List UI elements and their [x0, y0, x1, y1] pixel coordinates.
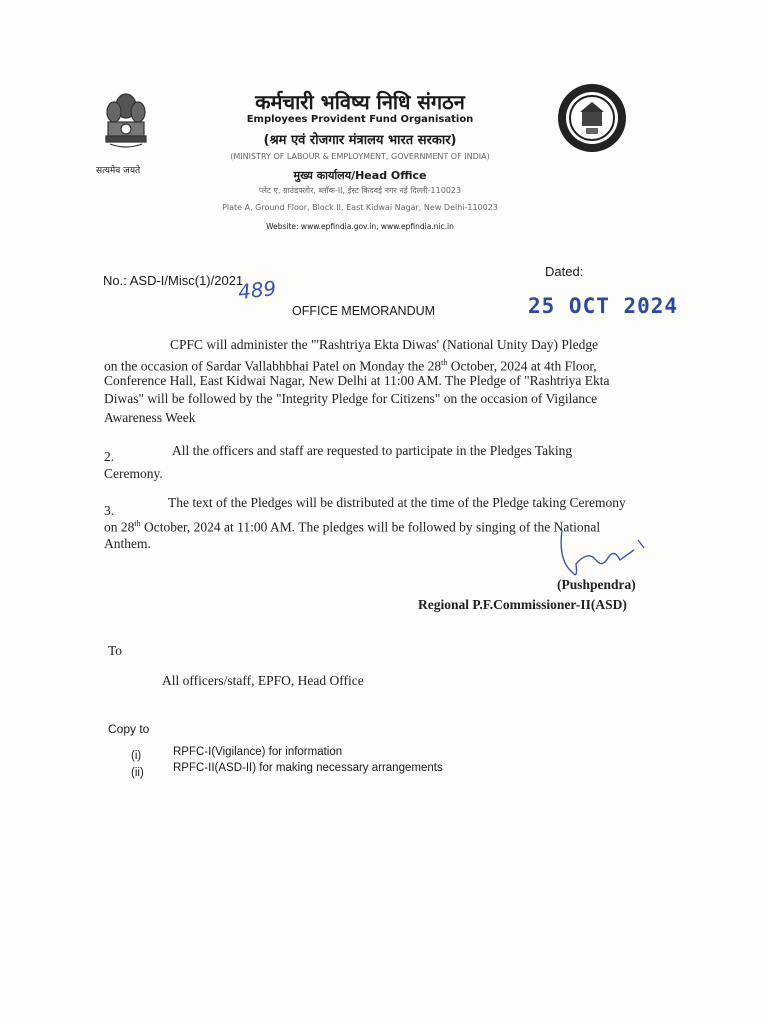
para2-line1: All the officers and staff are requested to participate in the Pledges Taking: [172, 443, 573, 458]
para1-sup: th: [441, 358, 448, 367]
para3-line3: Anthem.: [104, 536, 151, 551]
to-recipients: All officers/staff, EPFO, Head Office: [162, 673, 364, 688]
para3-sup: th: [134, 519, 141, 528]
address-english: Plate A, Ground Floor, Block II, East Kidwai Nagar, New Delhi-110023: [222, 203, 498, 212]
para2-number: 2.: [104, 449, 115, 464]
org-name-english: Employees Provident Fund Organisation: [246, 114, 474, 125]
para3-line2-text: October, 2024 at 11:00 AM. The pledges will be followed by singing of the National: [140, 519, 601, 535]
copy-item-2-num: (ii): [131, 767, 144, 779]
date-stamp: 25 OCT 2024: [528, 294, 679, 318]
para1-line3: Conference Hall, East Kidwai Nagar, New Delhi at 11:00 AM. The Pledge of "Rashtriya Ekta: [104, 373, 610, 388]
handwritten-number: 489: [236, 276, 278, 304]
para1-line5: Awareness Week: [104, 410, 196, 425]
address-hindi: प्लेट ए, ग्राउंडफ्लोर, ब्लॉक-II, ईस्ट किदवई नगर नई दिल्ली-110023: [258, 186, 462, 195]
para1-line2-end: October, 2024 at 4th Floor,: [447, 358, 597, 374]
para2-line2: Ceremony.: [104, 466, 163, 481]
para1-line2-text: on the occasion of Sardar Vallabhbhai Patel on Monday the 28: [104, 358, 442, 374]
head-office-label: मुख्य कार्यालय/Head Office: [293, 169, 427, 182]
para3-line1: The text of the Pledges will be distributed at the time of the Pledge taking Ceremony: [168, 495, 626, 510]
signatory-designation: Regional P.F.Commissioner-II(ASD): [418, 597, 627, 612]
copy-item-1-num: (i): [131, 750, 142, 762]
emblem-caption: सत्यमेव जयते: [96, 166, 141, 176]
copy-item-2: RPFC-II(ASD-II) for making necessary arrangements: [173, 762, 443, 774]
signatory-name: (Pushpendra): [557, 577, 636, 592]
ministry-hindi: (श्रम एवं रोजगार मंत्रालय भारत सरकार): [263, 133, 457, 148]
para3-line2-pre: on 28: [104, 519, 135, 535]
website-line: Website: www.epfindia.gov.in, www.epfindia.nic.in: [266, 222, 454, 231]
org-name-hindi: कर्मचारी भविष्य निधि संगठन: [255, 90, 465, 114]
ministry-english: (MINISTRY OF LABOUR & EMPLOYMENT, GOVERNMENT OF INDIA): [230, 152, 490, 161]
memo-title: OFFICE MEMORANDUM: [292, 304, 436, 318]
para1-line4: Diwas" will be followed by the "Integrity Pledge for Citizens" on the occasion of Vigilance: [104, 391, 598, 406]
to-label: To: [108, 643, 123, 658]
para3-line2: [104, 515, 600, 536]
copy-item-1: RPFC-I(Vigilance) for information: [173, 746, 343, 758]
memo-number: No.: ASD-I/Misc(1)/2021: [103, 273, 244, 288]
para1-line1: CPFC will administer the "'Rashtriya Ekta Diwas' (National Unity Day) Pledge: [170, 337, 599, 352]
para3-number: 3.: [104, 503, 115, 518]
copy-to-label: Copy to: [108, 722, 150, 736]
epfo-logo-icon: [556, 82, 628, 154]
dated-label: Dated:: [545, 264, 584, 279]
